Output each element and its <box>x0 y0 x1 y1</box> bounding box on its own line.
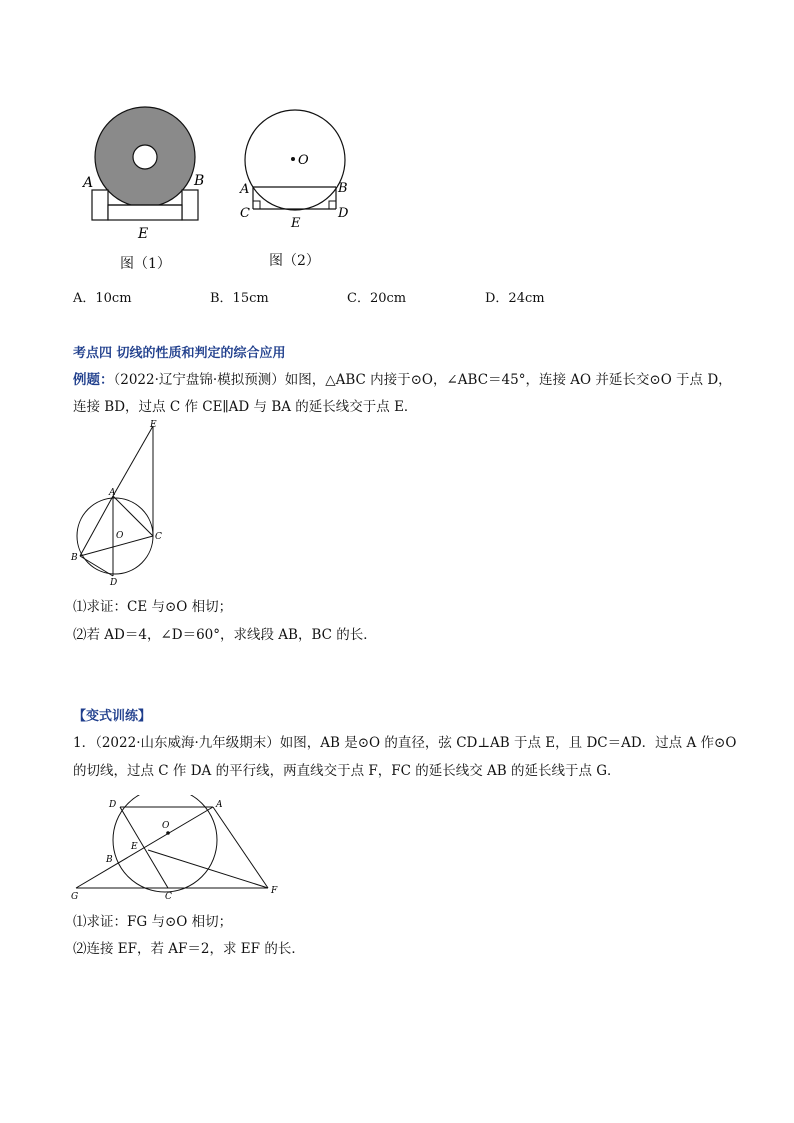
label-e: E <box>150 420 157 430</box>
stand-right-block <box>182 190 198 220</box>
label-e: E <box>291 216 301 231</box>
option-d: D．24cm <box>485 291 545 306</box>
figure-2-caption: 图（2） <box>269 253 320 269</box>
variant-line-1: 1．（2022·山东威海·九年级期末）如图，AB 是⊙O 的直径，弦 CD⊥AB 于点 E，且 DC＝AD．过点 A 作⊙O <box>73 735 737 751</box>
option-b: B．15cm <box>210 291 269 306</box>
label-o: O <box>162 821 170 831</box>
example-line-1 <box>73 368 732 388</box>
label-o: O <box>298 153 309 168</box>
label-a: A <box>216 800 223 810</box>
example-question-2: ⑵若 AD＝4，∠D＝60°，求线段 AB，BC 的长． <box>73 627 377 643</box>
label-d: D <box>338 206 349 221</box>
label-c: C <box>155 532 162 542</box>
label-a: A <box>83 175 94 191</box>
figure-2-diagram <box>236 105 366 235</box>
variant-line-2: 的切线，过点 C 作 DA 的平行线，两直线交于点 F，FC 的延长线交 AB 的延长线于点 G． <box>73 763 621 779</box>
section-4-title: 考点四 切线的性质和判定的综合应用 <box>73 346 286 361</box>
circle-o <box>77 498 153 574</box>
label-b: B <box>338 181 348 196</box>
label-o: O <box>116 531 124 541</box>
variant-question-2: ⑵连接 EF，若 AF＝2，求 EF 的长． <box>73 941 305 957</box>
label-b: B <box>71 553 78 563</box>
label-f: F <box>271 886 278 896</box>
label-a: A <box>109 488 116 498</box>
label-b: B <box>106 855 113 865</box>
label-d: D <box>109 800 117 810</box>
label-g: G <box>71 892 79 902</box>
variant-question-1: ⑴求证：FG 与⊙O 相切； <box>73 914 233 930</box>
option-a: A．10cm <box>73 291 132 306</box>
figure-1-diagram <box>80 100 220 240</box>
label-b: B <box>194 173 205 189</box>
variant-title: 【变式训练】 <box>73 709 152 724</box>
circle-o <box>113 795 217 892</box>
circle-o <box>245 110 345 210</box>
label-d: D <box>110 578 118 588</box>
ring-inner-hole <box>133 145 157 169</box>
label-e: E <box>131 842 138 852</box>
stand-left-block <box>92 190 108 220</box>
figure-1-caption: 图（1） <box>120 256 171 272</box>
variant-figure <box>68 795 288 905</box>
stand-base-bar <box>108 205 182 220</box>
example-label: 例题： <box>73 372 114 388</box>
example-figure <box>68 418 178 588</box>
label-e: E <box>138 226 149 240</box>
option-c: C．20cm <box>347 291 407 306</box>
example-question-1: ⑴求证：CE 与⊙O 相切； <box>73 599 233 615</box>
example-line-2: 连接 BD，过点 C 作 CE∥AD 与 BA 的延长线交于点 E． <box>73 399 418 415</box>
center-dot <box>166 831 170 835</box>
center-dot <box>291 157 295 161</box>
example-text-1: （2022·辽宁盘锦·模拟预测）如图，△ABC 内接于⊙O，∠ABC＝45°，连接 AO 并延长交⊙O 于点 D， <box>113 372 732 388</box>
label-c: C <box>165 892 172 902</box>
label-c: C <box>240 206 250 221</box>
label-a: A <box>240 182 250 197</box>
